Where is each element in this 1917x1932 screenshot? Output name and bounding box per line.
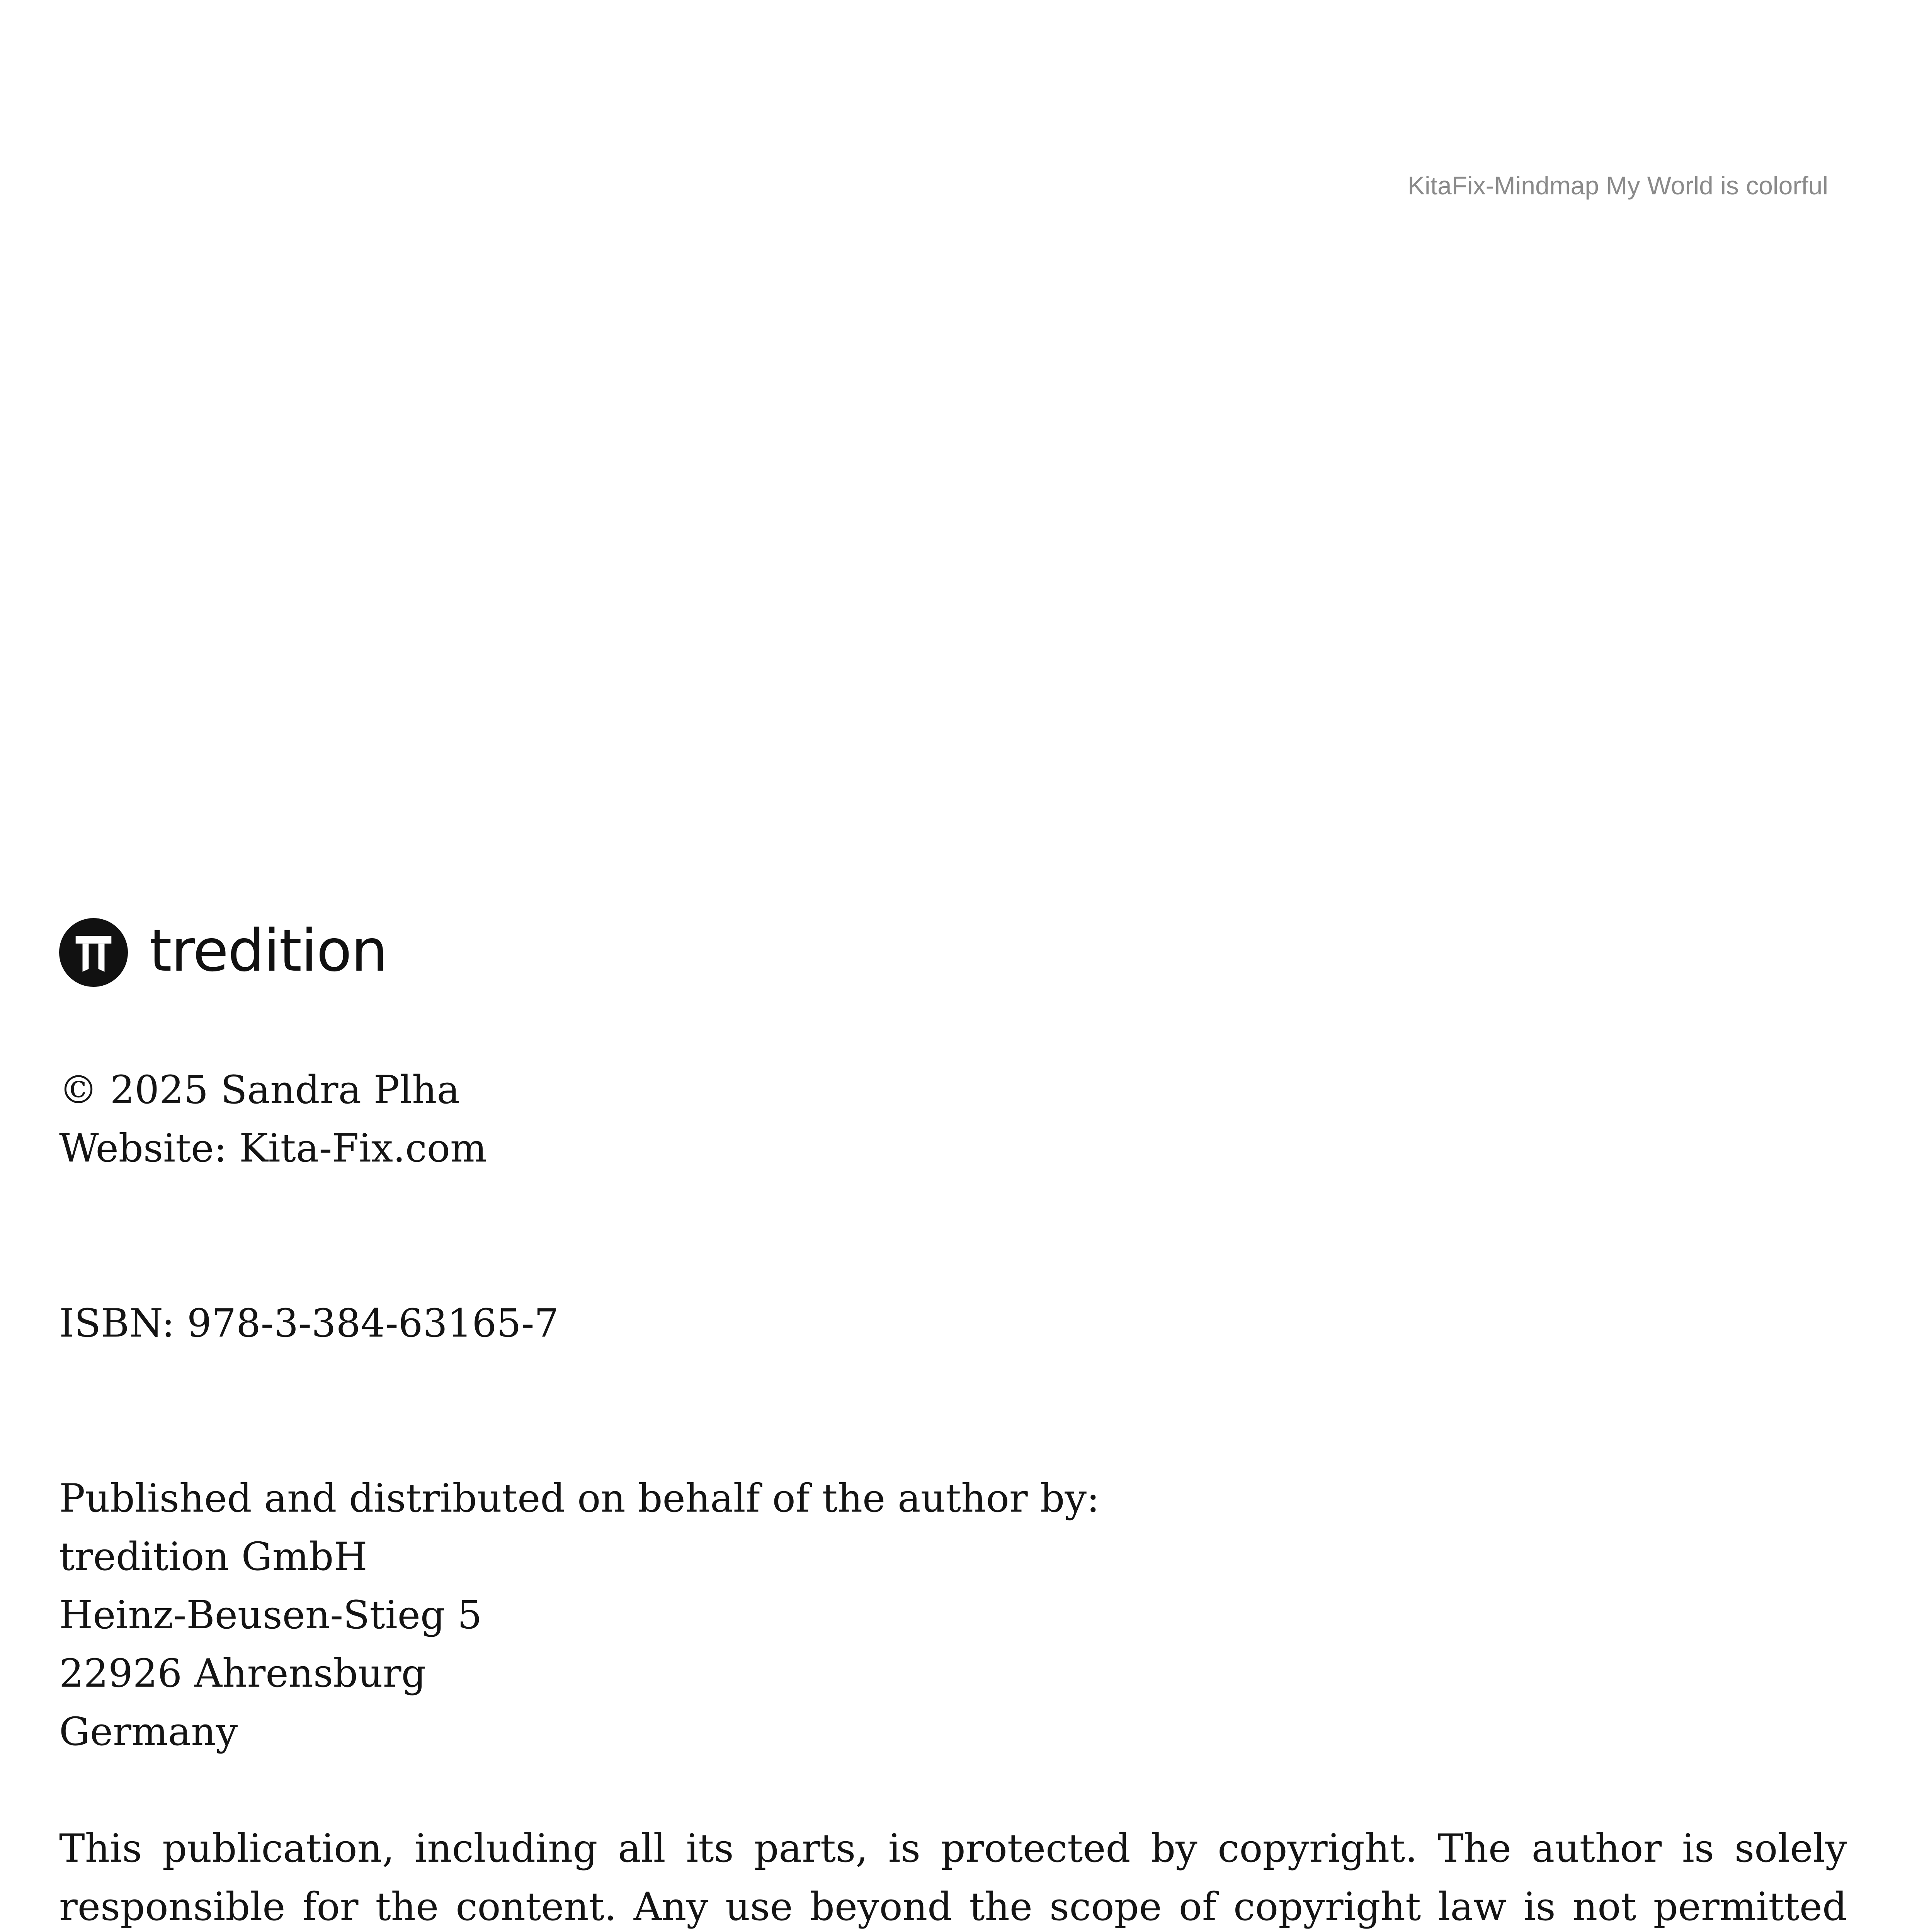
publisher-wordmark: tredition	[149, 917, 387, 985]
publisher-country: Germany	[59, 1709, 238, 1754]
website-line: Website: Kita-Fix.com	[59, 1126, 487, 1171]
isbn-line: ISBN: 978-3-384-63165-7	[59, 1301, 559, 1346]
publisher-intro: Published and distributed on behalf of the author by:	[59, 1476, 1100, 1521]
publisher-city: 22926 Ahrensburg	[59, 1651, 426, 1696]
publisher-name: tredition GmbH	[59, 1534, 367, 1579]
tredition-logo-icon	[59, 918, 128, 987]
copyright-line: © 2025 Sandra Plha	[59, 1067, 460, 1112]
copyright-notice: This publication, including all its parts, is protected by copyright. The author is solely responsible for the content. Any use beyond the scope of copyright law is not permitted	[59, 1826, 1847, 1929]
publisher-street: Heinz-Beusen-Stieg 5	[59, 1592, 482, 1638]
running-header: KitaFix-Mindmap My World is colorful	[1407, 171, 1828, 200]
imprint-content	[59, 1061, 1847, 1932]
publisher-logo	[59, 918, 387, 987]
